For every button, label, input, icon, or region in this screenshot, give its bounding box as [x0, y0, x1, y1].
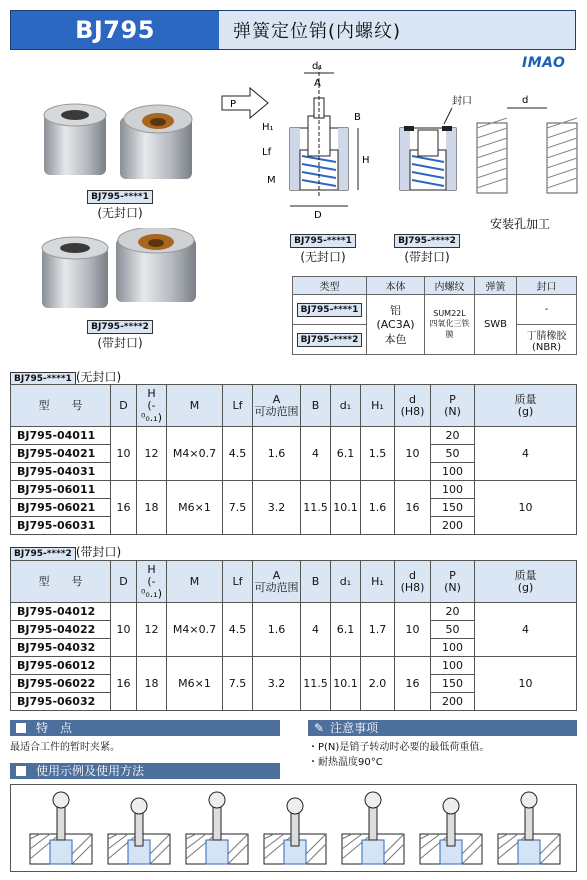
notes-title: 注意事项	[330, 721, 379, 735]
svg-text:安装孔加工: 安装孔加工	[490, 217, 551, 231]
spec-cell: 18	[137, 481, 167, 535]
caption: (带封口)	[404, 250, 450, 264]
header-cell: P (N)	[431, 385, 475, 427]
svg-text:A: A	[314, 78, 321, 89]
header-cell: d₁	[331, 561, 361, 603]
brand-logo: IMAO	[522, 55, 566, 71]
type-tag: BJ795-****1	[87, 190, 153, 204]
header-cell: P (N)	[431, 561, 475, 603]
spec-cell: M6×1	[167, 657, 223, 711]
spec-cell: 1.6	[253, 427, 301, 481]
type-tag: BJ795-****2	[394, 234, 460, 248]
header-cell: 本体	[367, 277, 425, 295]
spec-cell: 1.7	[361, 603, 395, 657]
header-cell: d (H8)	[395, 561, 431, 603]
notes-list	[308, 740, 489, 770]
spec-cell: 11.5	[301, 481, 331, 535]
model-cell: BJ795-06031	[11, 517, 111, 535]
svg-text:M: M	[267, 175, 276, 186]
drawing-label-sealed	[392, 232, 462, 265]
wrench-icon: ✎	[314, 721, 325, 735]
header-cell: 内螺纹	[425, 277, 475, 295]
title-bar	[10, 10, 576, 50]
seal-material: 丁腈橡胶 (NBR)	[517, 325, 577, 355]
spec-cell: 10.1	[331, 481, 361, 535]
spec-table-open	[10, 384, 577, 535]
caption: (带封口)	[75, 545, 122, 559]
spec-cell: 3.2	[253, 657, 301, 711]
dimension-drawing	[212, 58, 582, 233]
header-cell: H₁	[361, 385, 395, 427]
spec-cell: 7.5	[223, 481, 253, 535]
spec-cell: 16	[111, 481, 137, 535]
svg-text:B: B	[354, 112, 361, 123]
type-tag: BJ795-****2	[297, 333, 363, 347]
header-cell: H (-⁰₀.₁)	[137, 385, 167, 427]
header-cell: B	[301, 385, 331, 427]
load-cell: 20	[431, 603, 475, 621]
spec-cell: 2.0	[361, 657, 395, 711]
svg-text:d₁: d₁	[312, 61, 323, 72]
spec-cell: 6.1	[331, 603, 361, 657]
model-cell: BJ795-04022	[11, 621, 111, 639]
model-cell: BJ795-06011	[11, 481, 111, 499]
header-cell: H (-⁰₀.₁)	[137, 561, 167, 603]
header-cell: B	[301, 561, 331, 603]
header-cell: d₁	[331, 385, 361, 427]
header-cell: 质量 (g)	[475, 561, 577, 603]
spec-cell: M6×1	[167, 481, 223, 535]
spec-cell: 10	[395, 603, 431, 657]
spec-cell: M4×0.7	[167, 427, 223, 481]
spec-cell: 11.5	[301, 657, 331, 711]
header-cell: D	[111, 561, 137, 603]
load-cell: 50	[431, 445, 475, 463]
header-cell: 弹簧	[475, 277, 517, 295]
load-cell: 20	[431, 427, 475, 445]
spec-cell: 1.6	[361, 481, 395, 535]
svg-text:H: H	[362, 155, 370, 166]
product-code: BJ795	[11, 11, 219, 49]
header-cell: Lf	[223, 385, 253, 427]
caption: (无封口)	[97, 206, 143, 220]
load-cell: 50	[431, 621, 475, 639]
spec-table-sealed	[10, 560, 577, 711]
features-text: 最适合工件的暂时夹紧。	[10, 742, 120, 753]
spec-cell: 7.5	[223, 657, 253, 711]
svg-text:d: d	[522, 95, 529, 106]
header-cell: M	[167, 385, 223, 427]
model-cell: BJ795-06032	[11, 693, 111, 711]
load-cell: 150	[431, 675, 475, 693]
spec-cell: 4	[301, 427, 331, 481]
usage-bar	[10, 763, 280, 779]
load-cell: 200	[431, 693, 475, 711]
caption: (无封口)	[75, 370, 122, 384]
features-title: 特 点	[36, 721, 73, 735]
type-tag: BJ795-****1	[290, 234, 356, 248]
mass-cell: 4	[475, 603, 577, 657]
spec-cell: 6.1	[331, 427, 361, 481]
svg-text:P: P	[230, 99, 237, 110]
model-cell: BJ795-04031	[11, 463, 111, 481]
model-cell: BJ795-06012	[11, 657, 111, 675]
spec-cell: M4×0.7	[167, 603, 223, 657]
product-name: 弹簧定位销(内螺纹)	[219, 11, 575, 49]
spec-cell: 3.2	[253, 481, 301, 535]
spec-cell: 12	[137, 427, 167, 481]
spec-cell: 12	[137, 603, 167, 657]
notes-bar	[308, 720, 577, 736]
model-cell: BJ795-04032	[11, 639, 111, 657]
table2-caption	[10, 543, 121, 561]
spec-cell: 4.5	[223, 427, 253, 481]
mass-cell: 4	[475, 427, 577, 481]
spec-cell: 10	[395, 427, 431, 481]
svg-text:H₁: H₁	[262, 122, 274, 133]
spec-cell: 1.6	[253, 603, 301, 657]
usage-illustration	[10, 784, 577, 872]
material-table	[292, 276, 577, 355]
product-label-open	[85, 188, 155, 221]
header-cell: 封口	[517, 277, 577, 295]
header-cell: 类型	[293, 277, 367, 295]
thread-material: SUM22L 四氧化三铁膜	[425, 295, 475, 355]
header-cell: A 可动范围	[253, 561, 301, 603]
header-cell: D	[111, 385, 137, 427]
product-label-sealed	[85, 318, 155, 351]
spec-cell: 16	[395, 481, 431, 535]
model-cell: BJ795-04021	[11, 445, 111, 463]
header-cell: Lf	[223, 561, 253, 603]
caption: (无封口)	[300, 250, 346, 264]
header-cell: 质量 (g)	[475, 385, 577, 427]
features-bar	[10, 720, 280, 736]
load-cell: 150	[431, 499, 475, 517]
spec-cell: 10	[111, 427, 137, 481]
model-cell: BJ795-04011	[11, 427, 111, 445]
caption: (带封口)	[97, 336, 143, 350]
type-tag: BJ795-****1	[297, 303, 363, 317]
svg-text:D: D	[314, 210, 322, 221]
load-arrow-icon	[222, 88, 268, 118]
drawing-label-open	[288, 232, 358, 265]
load-cell: 100	[431, 657, 475, 675]
spec-cell: 4	[301, 603, 331, 657]
svg-text:封口: 封口	[452, 96, 472, 107]
header-cell: d (H8)	[395, 385, 431, 427]
body-material: 铝 (AC3A) 本色	[367, 295, 425, 355]
svg-text:Lf: Lf	[262, 147, 272, 158]
product-photo-open	[36, 95, 206, 190]
load-cell: 100	[431, 463, 475, 481]
header-cell: 型 号	[11, 385, 111, 427]
spec-cell: 10	[111, 603, 137, 657]
spec-cell: 18	[137, 657, 167, 711]
spec-cell: 4.5	[223, 603, 253, 657]
model-cell: BJ795-06022	[11, 675, 111, 693]
usage-title: 使用示例及使用方法	[36, 764, 145, 778]
model-cell: BJ795-06021	[11, 499, 111, 517]
load-cell: 100	[431, 639, 475, 657]
header-cell: 型 号	[11, 561, 111, 603]
type-tag: BJ795-****2	[87, 320, 153, 334]
type-tag: BJ795-****2	[10, 547, 76, 561]
seal-material: -	[517, 295, 577, 325]
spec-cell: 16	[395, 657, 431, 711]
header-cell: M	[167, 561, 223, 603]
load-cell: 100	[431, 481, 475, 499]
load-cell: 200	[431, 517, 475, 535]
mass-cell: 10	[475, 481, 577, 535]
header-cell: A 可动范围	[253, 385, 301, 427]
spec-cell: 16	[111, 657, 137, 711]
spec-cell: 10.1	[331, 657, 361, 711]
spring-material: SWB	[475, 295, 517, 355]
note-item: ・P(N)是销子转动时必要的最低荷重值。	[308, 742, 490, 753]
model-cell: BJ795-04012	[11, 603, 111, 621]
note-item: ・耐热温度90°C	[308, 757, 383, 768]
type-tag: BJ795-****1	[10, 372, 76, 386]
product-photo-sealed	[36, 228, 206, 318]
header-cell: H₁	[361, 561, 395, 603]
spec-cell: 1.5	[361, 427, 395, 481]
mass-cell: 10	[475, 657, 577, 711]
